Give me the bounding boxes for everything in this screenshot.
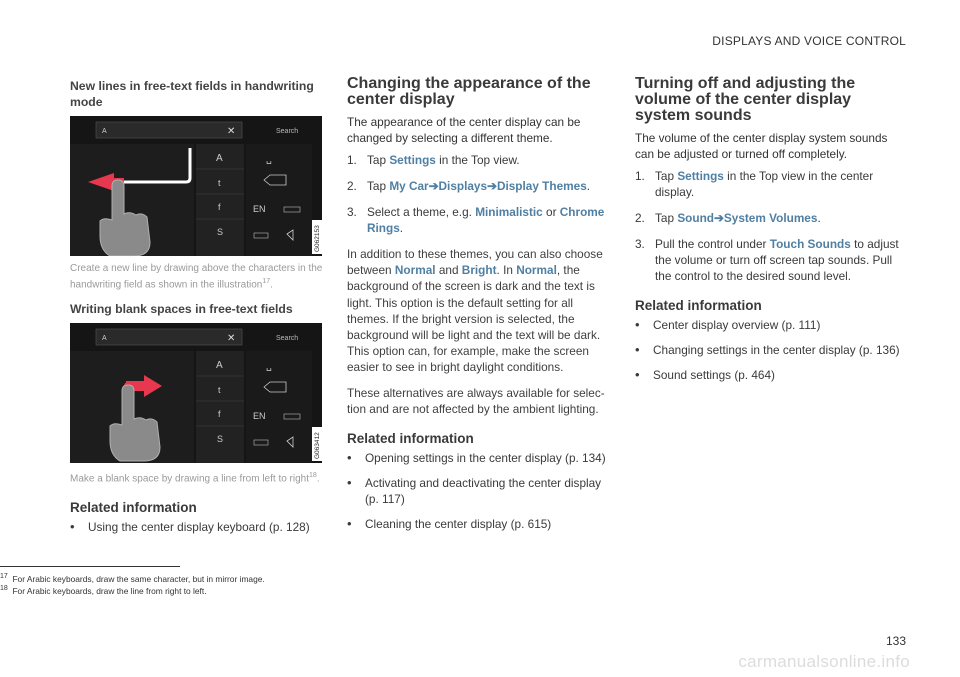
title-system-sounds: Turning off and adjusting the volume of the center display system sounds — [635, 75, 856, 124]
display-themes-path[interactable]: My Car➔Displays➔Display Themes — [389, 179, 587, 193]
intro-system-sounds: The volume of the center display system sounds can be adjusted or turned off completely. — [635, 131, 888, 161]
step-2: 2. Tap Sound➔System Volumes. — [635, 211, 821, 225]
footnotes — [0, 572, 265, 596]
related-list-3 — [635, 317, 905, 383]
settings-link[interactable]: Settings — [677, 169, 724, 183]
touch-sounds-control[interactable]: Touch Sounds — [769, 237, 851, 251]
section-header: DISPLAYS AND VOICE CONTROL — [712, 34, 906, 48]
related-link[interactable]: • Using the center display keyboard (p. 128) — [70, 518, 310, 534]
key-f: f — [218, 409, 221, 420]
related-link[interactable]: • Sound settings (p. 464) — [635, 367, 775, 382]
step-3: 3. Select a theme, e.g. Minimalistic or Chrome Rings. — [347, 205, 605, 235]
clear-icon: ✕ — [227, 126, 236, 137]
footnote-17: $^{17}$ For Arabic keyboards, draw the same character, but in mirror image. — [0, 573, 265, 584]
column-appearance — [347, 76, 613, 541]
related-title-3: Related information — [635, 298, 762, 313]
theme-chrome-rings[interactable]: Chrome Rings — [367, 205, 605, 235]
lang-key: EN — [253, 204, 266, 214]
key-t: t — [218, 178, 221, 188]
related-link[interactable]: • Opening settings in the center display (p. 134) — [347, 450, 606, 466]
step-2: 2. Tap My Car➔Displays➔Display Themes. — [347, 179, 591, 193]
key-s: S — [217, 434, 224, 445]
page-number: 133 — [885, 634, 906, 648]
step-1: 1. Tap Settings in the Top view. — [347, 153, 520, 167]
steps-system-sounds — [635, 168, 905, 284]
key-t: t — [218, 385, 221, 396]
caption-blank-space: Make a blank space by drawing a line from left to right$^{18}$. — [70, 472, 320, 485]
system-volumes-path[interactable]: Sound➔System Volumes — [677, 211, 818, 225]
related-title-2: Related information — [347, 431, 474, 447]
heading-new-lines: New lines in free-text fields in handwriting mode — [70, 79, 314, 109]
related-title-1: Related information — [70, 499, 197, 515]
figure-code: G063412 — [314, 432, 321, 460]
column-system-sounds — [635, 76, 905, 392]
heading-blank-spaces: Writing blank spaces in free-text fields — [70, 302, 293, 317]
space-key-icon: ␣ — [266, 155, 272, 165]
watermark: carmanualsonline.info — [738, 652, 910, 671]
related-link[interactable]: • Changing settings in the center display (p. 136) — [635, 342, 900, 357]
intro-appearance: The appearance of the center display can be changed by selecting a different theme. — [347, 115, 581, 145]
figure-code: G062153 — [314, 225, 321, 252]
key-a: A — [216, 360, 223, 372]
settings-link[interactable]: Settings — [389, 153, 436, 167]
search-label: Search — [276, 335, 299, 343]
caption-new-line: Create a new line by drawing above the characters in the handwriting field as shown in the illustration$^{17}$. — [70, 263, 323, 291]
illustration-blank-space — [70, 323, 322, 463]
search-label: Search — [276, 128, 299, 135]
handwriting-screen-graphic — [70, 116, 322, 256]
lang-key: EN — [253, 411, 266, 422]
footnote-divider — [0, 566, 180, 567]
field-letter: A — [102, 128, 107, 135]
paragraph-normal-bright: In addition to these themes, you can also choose between Normal and Bright. In Normal, the background of the screen is dark and the text is light. This option is the default setting for all themes. If the bright version is selected, the background will be light and the text will be dark. This option can, for example, make the screen easier to see in bright daylight conditions. — [347, 247, 603, 375]
theme-minimalistic[interactable]: Minimalistic — [475, 205, 543, 219]
key-f: f — [218, 202, 221, 212]
title-appearance: Changing the appearance of the center display — [347, 75, 591, 108]
illustration-new-line — [70, 116, 322, 256]
related-link[interactable]: • Activating and deactivating the center display (p. 117) — [347, 475, 602, 507]
steps-appearance — [347, 152, 613, 236]
paragraph-alternatives: These alternatives are always available for selec-tion and are not affected by the ambient lighting. — [347, 385, 605, 416]
column-handwriting — [70, 78, 325, 544]
footnote-18: $^{18}$ For Arabic keyboards, draw the line from right to left. — [0, 584, 207, 596]
space-key-icon: ␣ — [266, 362, 272, 373]
related-list-2 — [347, 450, 613, 532]
field-letter: A — [102, 335, 107, 343]
handwriting-screen-graphic-2 — [70, 323, 322, 463]
key-a: A — [216, 153, 223, 164]
step-1: 1. Tap Settings in the Top view in the center display. — [635, 169, 874, 199]
step-3: 3. Pull the control under Touch Sounds to adjust the volume or turn off screen tap sounds. Pull the control to the desired sound level. — [635, 237, 899, 283]
clear-icon: ✕ — [227, 333, 236, 345]
related-link[interactable]: • Center display overview (p. 111) — [635, 317, 821, 332]
related-link[interactable]: • Cleaning the center display (p. 615) — [347, 516, 552, 532]
related-list-1 — [70, 519, 325, 535]
key-s: S — [217, 227, 224, 237]
